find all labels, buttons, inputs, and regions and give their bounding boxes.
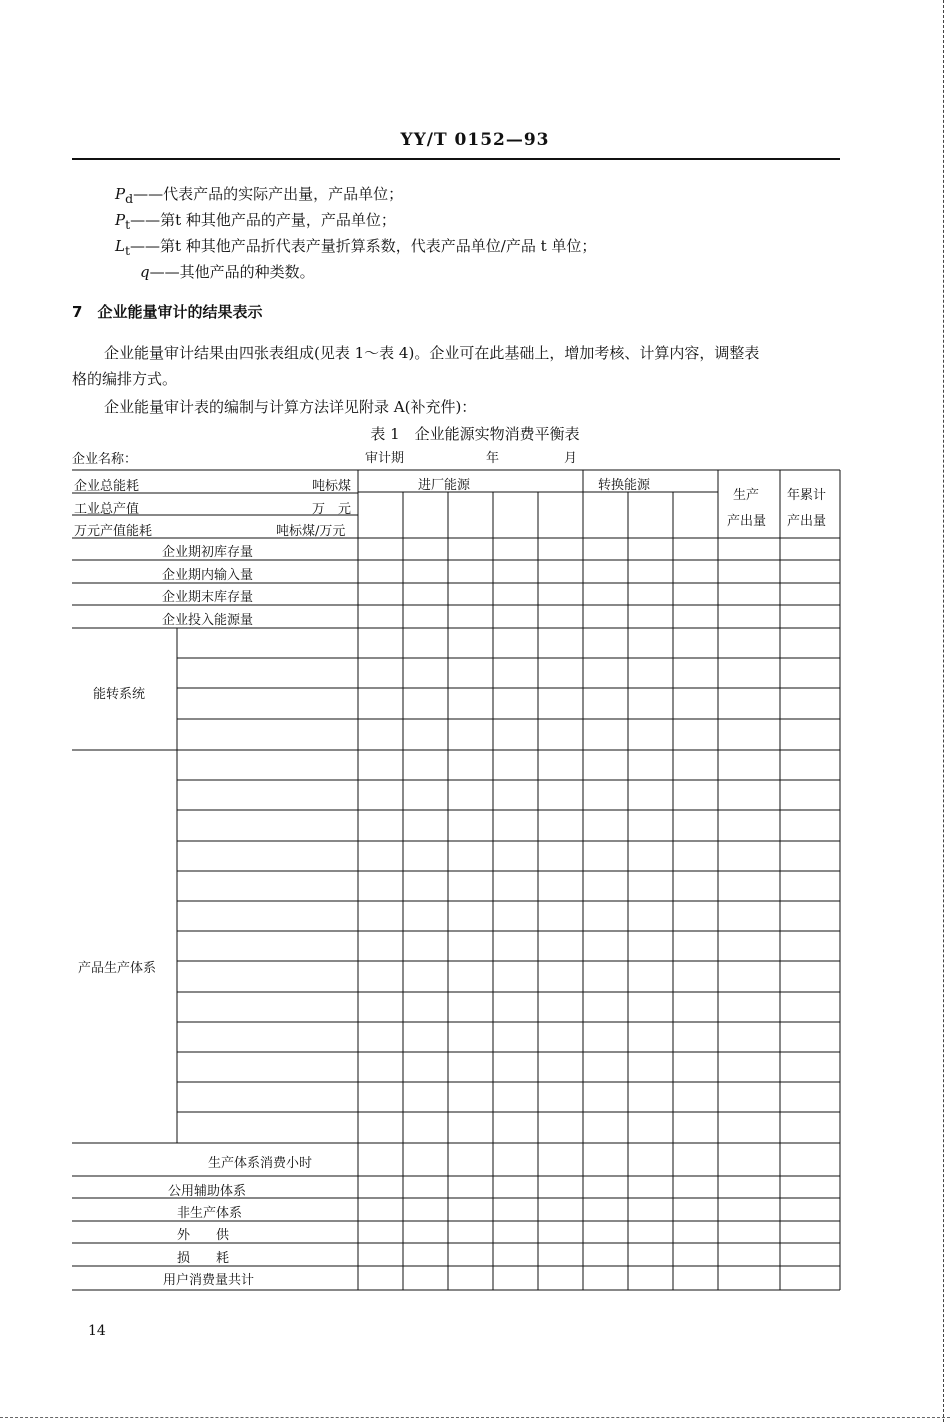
table-caption: 表 1 企业能源实物消费平衡表 — [370, 425, 580, 443]
annual-header-1: 年累计 — [787, 488, 827, 503]
definition-text: ——其他产品的种类数。 — [149, 263, 315, 281]
symbol: q — [140, 263, 150, 281]
row-external-supply: 外 供 — [177, 1228, 230, 1243]
definition-text: ——代表产品的实际产出量，产品单位； — [133, 185, 404, 203]
output-value-label: 工业总产值 — [74, 502, 140, 517]
production-header-1: 生产 — [733, 488, 760, 503]
paragraph-text: 格的编排方式。 — [72, 370, 178, 388]
scan-edge-line — [943, 0, 944, 1422]
production-hours-label: 生产体系消费小时 — [208, 1156, 313, 1171]
symbol: P — [115, 185, 126, 203]
total-energy-unit: 吨标煤 — [312, 479, 352, 494]
production-header-2: 产出量 — [727, 514, 767, 529]
conversion-system-label: 能转系统 — [93, 687, 146, 702]
enterprise-name-label: 企业名称： — [72, 452, 138, 467]
year-label: 年 — [486, 451, 500, 466]
symbol-sub: d — [125, 191, 134, 206]
annual-header-2: 产出量 — [787, 514, 827, 529]
definition-text: ——第t 种其他产品的产量，产品单位； — [130, 211, 396, 229]
paragraph-text: 企业能量审计结果由四张表组成(见表 1～表 4)。企业可在此基础上，增加考核、计算内容，调整表 — [104, 344, 760, 362]
paragraph-text: 企业能量审计表的编制与计算方法详见附录 A(补充件)： — [104, 398, 477, 416]
row-energy-input: 企业投入能源量 — [162, 613, 254, 628]
page-number: 14 — [88, 1323, 106, 1339]
section-number: 7 — [72, 303, 83, 321]
row-opening-stock: 企业期初库存量 — [162, 545, 254, 560]
symbol: L — [115, 237, 125, 255]
row-closing-stock: 企业期末库存量 — [162, 590, 254, 605]
total-energy-label: 企业总能耗 — [74, 479, 140, 494]
row-auxiliary: 公用辅助体系 — [168, 1184, 247, 1199]
row-user-consumption-total: 用户消费量共计 — [163, 1273, 255, 1288]
output-value-unit: 万 元 — [312, 502, 352, 517]
symbol-sub: t — [124, 243, 130, 258]
scan-bottom-line — [0, 1417, 950, 1418]
section-title: 企业能量审计的结果表示 — [97, 303, 263, 321]
symbol-sub: t — [125, 217, 131, 232]
energy-per-value-unit: 吨标煤/万元 — [276, 524, 346, 539]
definition-text: ——第t 种其他产品折代表产量折算系数，代表产品单位/产品 t 单位； — [130, 237, 597, 255]
audit-period-label: 审计期 — [365, 451, 405, 466]
production-system-label: 产品生产体系 — [78, 961, 157, 976]
incoming-energy-header: 进厂能源 — [418, 478, 471, 493]
converted-energy-header: 转换能源 — [598, 478, 651, 493]
symbol: P — [115, 211, 126, 229]
row-losses: 损 耗 — [177, 1251, 230, 1266]
month-label: 月 — [564, 451, 578, 466]
energy-per-value-label: 万元产值能耗 — [74, 524, 153, 539]
row-non-production: 非生产体系 — [177, 1206, 243, 1221]
standard-code: YY/T 0152—93 — [400, 130, 550, 150]
row-period-input: 企业期内输入量 — [162, 568, 254, 583]
